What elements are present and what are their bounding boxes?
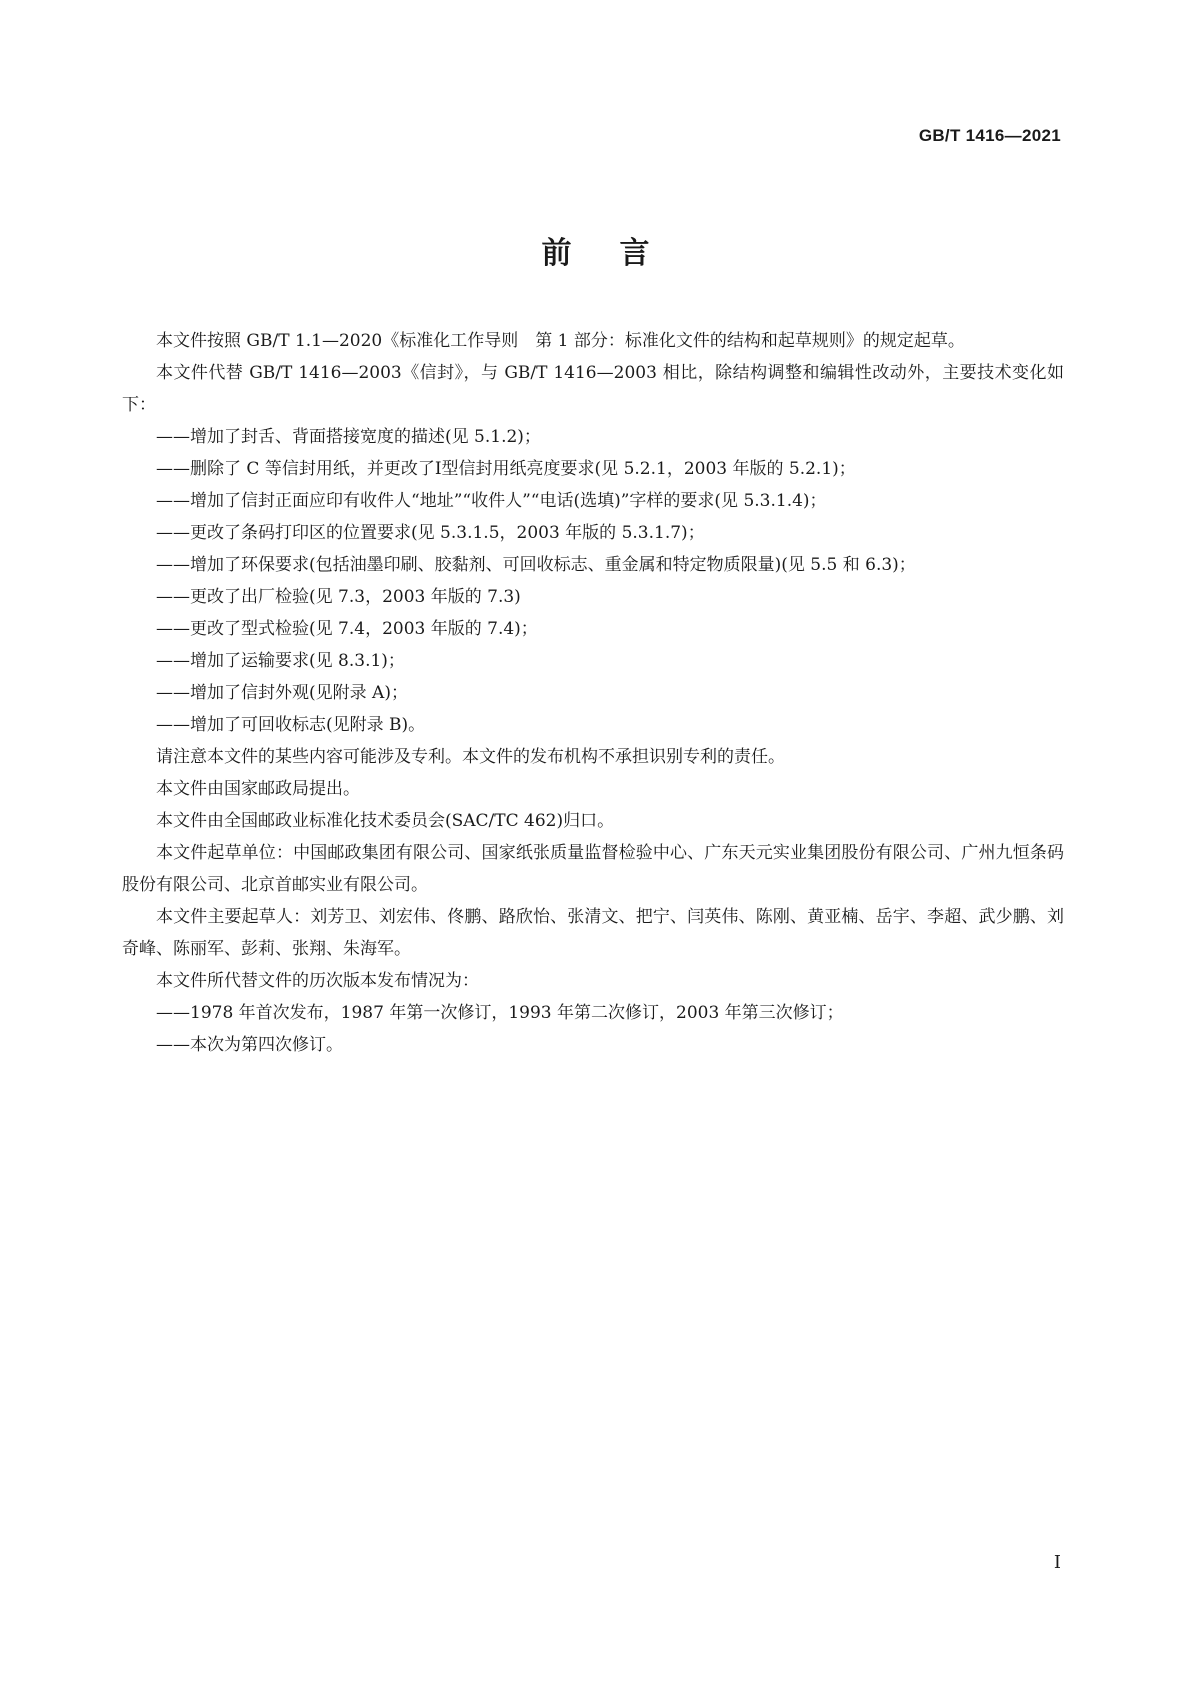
history-item: ——1978 年首次发布，1987 年第一次修订，1993 年第二次修订，2003 年第三次修订； [156, 1003, 844, 1023]
paragraph-replacement: 本文件代替 GB/T 1416—2003《信封》，与 GB/T 1416—2003 相比，除结构调整和编辑性改动外，主要技术变化如下： [122, 363, 1064, 415]
change-item: ——增加了运输要求(见 8.3.1)； [156, 651, 405, 671]
paragraph-drafting-units: 本文件起草单位：中国邮政集团有限公司、国家纸张质量监督检验中心、广东天元实业集团股份有限公司、广州九恒条码股份有限公司、北京首邮实业有限公司。 [122, 843, 1064, 895]
page-number: I [1053, 1552, 1061, 1573]
change-item: ——增加了可回收标志(见附录 B)。 [156, 715, 426, 735]
change-item: ——更改了出厂检验(见 7.3，2003 年版的 7.3) [156, 587, 521, 607]
change-item: ——增加了封舌、背面搭接宽度的描述(见 5.1.2)； [156, 427, 541, 447]
change-item: ——更改了型式检验(见 7.4，2003 年版的 7.4)； [156, 619, 538, 639]
change-item: ——删除了 C 等信封用纸，并更改了Ⅰ型信封用纸亮度要求(见 5.2.1，2003 年版的 5.2.1)； [156, 459, 856, 479]
history-item: ——本次为第四次修订。 [156, 1035, 343, 1055]
paragraph-drafters: 本文件主要起草人：刘芳卫、刘宏伟、佟鹏、路欣怡、张清文、把宁、闫英伟、陈刚、黄亚楠、岳宇、李超、武少鹏、刘奇峰、陈丽军、彭莉、张翔、朱海军。 [122, 907, 1064, 959]
paragraph-drafting-rules: 本文件按照 GB/T 1.1—2020《标准化工作导则 第 1 部分：标准化文件的结构和起草规则》的规定起草。 [156, 331, 965, 351]
paragraph-proposer: 本文件由国家邮政局提出。 [156, 779, 360, 799]
paragraph-committee: 本文件由全国邮政业标准化技术委员会(SAC/TC 462)归口。 [156, 811, 615, 831]
page-title: 前言 [541, 236, 698, 271]
paragraph-patent-notice: 请注意本文件的某些内容可能涉及专利。本文件的发布机构不承担识别专利的责任。 [156, 747, 785, 767]
paragraph-history-intro: 本文件所代替文件的历次版本发布情况为： [156, 971, 479, 991]
standard-number: GB/T 1416—2021 [918, 126, 1061, 145]
change-item: ——增加了环保要求(包括油墨印刷、胶黏剂、可回收标志、重金属和特定物质限量)(见 5.5 和 6.3)； [156, 555, 916, 575]
change-item: ——增加了信封正面应印有收件人“地址”“收件人”“电话(选填)”字样的要求(见 5.3.1.4)； [156, 491, 827, 511]
foreword-body [122, 325, 1064, 1061]
change-item: ——更改了条码打印区的位置要求(见 5.3.1.5，2003 年版的 5.3.1.7)； [156, 523, 705, 543]
change-item: ——增加了信封外观(见附录 A)； [156, 683, 408, 703]
